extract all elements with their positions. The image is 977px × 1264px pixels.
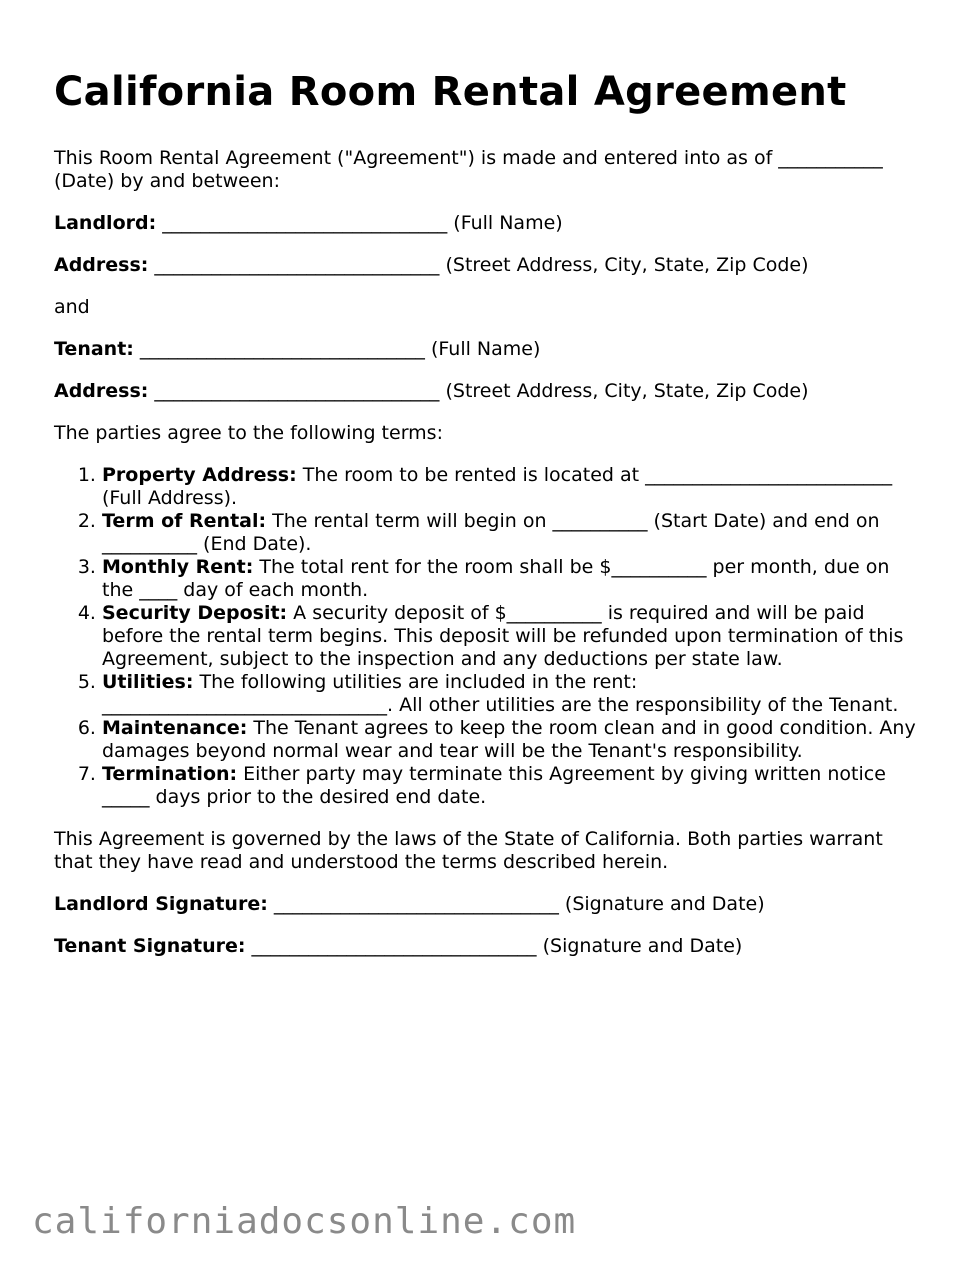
landlord-line [54, 212, 924, 235]
term-text: Either party may terminate this Agreement by giving written notice _____ days prior to the desired end date. [102, 763, 886, 808]
term-text: The total rent for the room shall be $__________ per month, due on the ____ day of each month. [102, 556, 890, 601]
intro-paragraph: This Room Rental Agreement ("Agreement") is made and entered into as of ___________ (Date) by and between: [54, 147, 883, 192]
term-item-utilities [102, 671, 924, 717]
landlord-address-line [54, 254, 924, 277]
term-text: A security deposit of $__________ is required and will be paid before the rental term begins. This deposit will be refunded upon termination of this Agreement, subject to the inspection and any deductions per state law. [102, 602, 904, 670]
terms-intro: The parties agree to the following terms: [54, 422, 443, 444]
tenant-address-field: ______________________________ (Street Address, City, State, Zip Code) [148, 380, 809, 402]
term-text: The Tenant agrees to keep the room clean and in good condition. Any damages beyond normal wear and tear will be the Tenant's responsibility. [102, 717, 916, 762]
tenant-signature-line [54, 935, 924, 958]
tenant-label: Tenant: [54, 338, 134, 360]
term-text: The rental term will begin on __________ (Start Date) and end on __________ (End Date). [102, 510, 880, 555]
tenant-name-field: ______________________________ (Full Name) [133, 338, 541, 360]
governing-law-paragraph: This Agreement is governed by the laws of the State of California. Both parties warrant that they have read and understood the terms described herein. [54, 828, 883, 873]
term-label: Security Deposit: [102, 602, 288, 624]
tenant-address-line [54, 380, 924, 403]
term-label: Monthly Rent: [102, 556, 254, 578]
landlord-signature-line [54, 893, 924, 916]
document-title: California Room Rental Agreement [54, 69, 847, 115]
term-item-security-deposit [102, 602, 924, 671]
tenant-signature-label: Tenant Signature: [54, 935, 246, 957]
term-label: Termination: [102, 763, 238, 785]
term-item-monthly-rent [102, 556, 924, 602]
landlord-address-field: ______________________________ (Street Address, City, State, Zip Code) [148, 254, 809, 276]
landlord-signature-label: Landlord Signature: [54, 893, 268, 915]
term-label: Term of Rental: [102, 510, 267, 532]
tenant-address-label: Address: [54, 380, 149, 402]
term-item-term-of-rental [102, 510, 924, 556]
footer-watermark: californiadocsonline.com [32, 1201, 577, 1242]
term-label: Maintenance: [102, 717, 248, 739]
term-label: Utilities: [102, 671, 194, 693]
terms-list [54, 464, 924, 809]
document-page [54, 66, 924, 977]
tenant-line [54, 338, 924, 361]
term-text: The following utilities are included in the rent: ______________________________. All other utilities are the responsibility of the Tenant. [102, 671, 899, 716]
landlord-address-label: Address: [54, 254, 149, 276]
term-item-termination [102, 763, 924, 809]
landlord-name-field: ______________________________ (Full Name) [156, 212, 563, 234]
term-item-maintenance [102, 717, 924, 763]
and-text: and [54, 296, 90, 318]
landlord-signature-field: ______________________________ (Signature and Date) [267, 893, 765, 915]
tenant-signature-field: ______________________________ (Signature and Date) [245, 935, 743, 957]
term-text: The room to be rented is located at __________________________ (Full Address). [102, 464, 893, 509]
term-label: Property Address: [102, 464, 297, 486]
term-item-property-address [102, 464, 924, 510]
landlord-label: Landlord: [54, 212, 157, 234]
